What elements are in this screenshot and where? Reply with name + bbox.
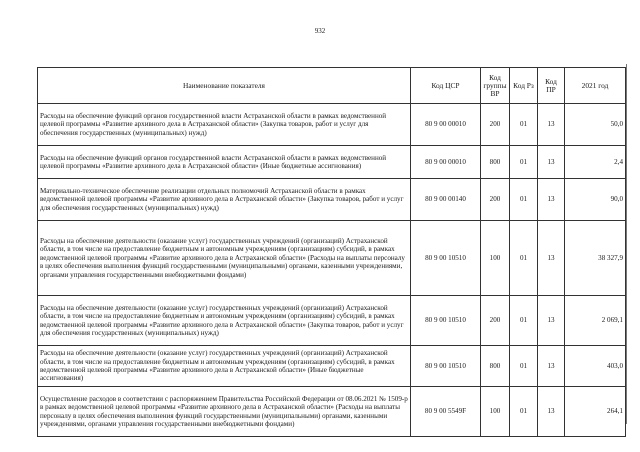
row-rz-code: 01 [510, 179, 538, 221]
row-csr-code: 80 9 00 5549F [411, 387, 481, 437]
row-group-code: 800 [481, 346, 510, 387]
row-rz-code: 01 [510, 387, 538, 437]
row-pr-code: 13 [538, 387, 565, 437]
table-row [38, 104, 626, 146]
row-pr-code: 13 [538, 104, 565, 146]
table-row [38, 346, 626, 387]
row-group-code: 200 [481, 104, 510, 146]
row-amount: 50,0 [565, 104, 626, 146]
row-csr-code: 80 9 00 00140 [411, 179, 481, 221]
header-csr: Код ЦСР [411, 68, 481, 104]
table-row [38, 221, 626, 296]
header-year: 2021 год [565, 68, 626, 104]
row-amount: 90,0 [565, 179, 626, 221]
table-row [38, 146, 626, 179]
row-name: Материально-техническое обеспечение реализации отдельных полномочий Астраханской области в рамках ведомственной целевой программы «Развитие архивного дела в Астраханской области» (Закупка товаров, работ и услуг для обеспечения государственных (муниципальных) нужд) [38, 179, 411, 221]
row-rz-code: 01 [510, 221, 538, 296]
row-rz-code: 01 [510, 296, 538, 346]
scan-edge-line [626, 64, 627, 424]
row-name: Осуществление расходов в соответствии с распоряжением Правительства Российской Федерации от 08.06.2021 № 1509-р в рамках ведомственной целевой программы «Развитие архивного дела в Астраханской области» (Расходы на выплаты персоналу в целях обеспечения выполнения функций государственными (муниципальными) органами, казенными учреждениями, органами управления государственными внебюджетными фондами) [38, 387, 411, 437]
header-rz: Код Рз [510, 68, 538, 104]
row-csr-code: 80 9 00 10510 [411, 221, 481, 296]
table-row [38, 387, 626, 437]
row-pr-code: 13 [538, 346, 565, 387]
row-pr-code: 13 [538, 296, 565, 346]
row-amount: 403,0 [565, 346, 626, 387]
row-name: Расходы на обеспечение функций органов государственной власти Астраханской области в рамках ведомственной целевой программы «Развитие архивного дела в Астраханской области» (Закупка товаров, работ и услуг для обеспечения государственных (муниципальных) нужд) [38, 104, 411, 146]
header-group: Код группы ВР [481, 68, 510, 104]
row-rz-code: 01 [510, 146, 538, 179]
row-group-code: 800 [481, 146, 510, 179]
row-group-code: 100 [481, 221, 510, 296]
header-name: Наименование показателя [38, 68, 411, 104]
header-pr: Код ПР [538, 68, 565, 104]
row-pr-code: 13 [538, 221, 565, 296]
row-csr-code: 80 9 00 00010 [411, 146, 481, 179]
row-amount: 38 327,9 [565, 221, 626, 296]
row-csr-code: 80 9 00 10510 [411, 296, 481, 346]
row-rz-code: 01 [510, 346, 538, 387]
budget-table [37, 67, 626, 437]
row-group-code: 200 [481, 179, 510, 221]
row-name: Расходы на обеспечение функций органов государственной власти Астраханской области в рамках ведомственной целевой программы «Развитие архивного дела в Астраханской области» (Иные бюджетные ассигнования) [38, 146, 411, 179]
page-number: 932 [314, 27, 326, 35]
table-row [38, 179, 626, 221]
row-csr-code: 80 9 00 00010 [411, 104, 481, 146]
row-group-code: 200 [481, 296, 510, 346]
row-name: Расходы на обеспечение деятельности (оказание услуг) государственных учреждений (организаций) Астраханской области, в том числе на предоставление бюджетным и автономным учреждениям (организациям) субсидий, в рамках ведомственной целевой программы «Развитие архивного дела в Астраханской области» (Расходы на выплаты персоналу в целях обеспечения выполнения функций государственными (муниципальными) органами, казенными учреждениями, органами управления государственными внебюджетными фондами) [38, 221, 411, 296]
row-amount: 2 069,1 [565, 296, 626, 346]
row-csr-code: 80 9 00 10510 [411, 346, 481, 387]
row-amount: 264,1 [565, 387, 626, 437]
row-group-code: 100 [481, 387, 510, 437]
row-pr-code: 13 [538, 179, 565, 221]
row-name: Расходы на обеспечение деятельности (оказание услуг) государственных учреждений (организаций) Астраханской области, в том числе на предоставление бюджетным и автономным учреждениям (организациям) субсидий, в рамках ведомственной целевой программы «Развитие архивного дела в Астраханской области» (Иные бюджетные ассигнования) [38, 346, 411, 387]
row-name: Расходы на обеспечение деятельности (оказание услуг) государственных учреждений (организаций) Астраханской области, в том числе на предоставление бюджетным и автономным учреждениям (организациям) субсидий, в рамках ведомственной целевой программы «Развитие архивного дела в Астраханской области» (Закупка товаров, работ и услуг для обеспечения государственных (муниципальных) нужд) [38, 296, 411, 346]
table-row [38, 296, 626, 346]
row-pr-code: 13 [538, 146, 565, 179]
row-amount: 2,4 [565, 146, 626, 179]
row-rz-code: 01 [510, 104, 538, 146]
table-header-row [38, 68, 626, 104]
